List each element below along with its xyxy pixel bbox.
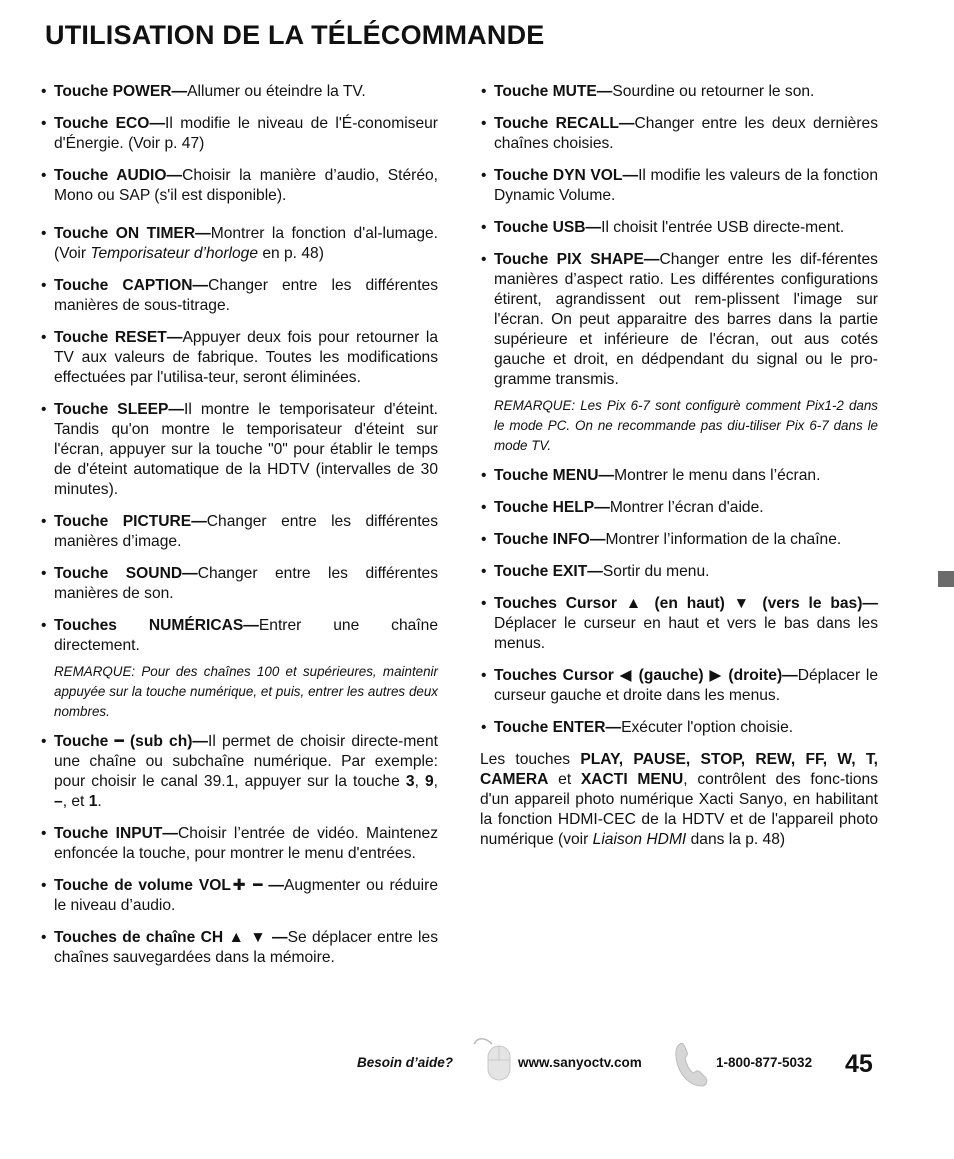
list-item: • Touche EXIT—Sortir du menu. <box>480 562 878 582</box>
list-item: • Touche SLEEP—Il montre le temporisateur d'éteint. Tandis qu'on montre le temporisateur d'éteint sur l'écran, appuyer sur la touche "0" pour établir le temps de d'éteint automatique de la HDTV (intervalles de 30 minutes). <box>40 400 438 500</box>
remark-note: REMARQUE: Pour des chaînes 100 et supérieures, maintenir appuyée sur la touche numérique, et puis, entrer les autres deux nombres. <box>54 664 438 719</box>
list-item: • Touche INPUT—Choisir l’entrée de vidéo. Maintenez enfoncée la touche, pour montrer le menu d'entrées. <box>40 824 438 864</box>
page-title: UTILISATION DE LA TÉLÉCOMMANDE <box>45 20 545 50</box>
list-item: • Touche ENTER—Exécuter l'option choisie. <box>480 718 878 738</box>
list-item: • Touche PICTURE—Changer entre les différentes manières d’image. <box>40 512 438 552</box>
help-text: Besoin d’aide? <box>357 1055 454 1070</box>
right-column <box>480 82 878 850</box>
mouse-icon <box>470 1036 514 1091</box>
list-item: • Touche RESET—Appuyer deux fois pour retourner la TV aux valeurs de fabrique. Toutes les modifications effectuées par l'utilisa-teur, seront éliminées. <box>40 328 438 388</box>
list-item: • Touche POWER—Allumer ou éteindre la TV. <box>40 82 438 102</box>
list-item: • Touche HELP—Montrer l’écran d'aide. <box>480 498 878 518</box>
phone-icon <box>672 1040 712 1095</box>
list-item: • Touche ECO—Il modifie le niveau de l'É-conomiseur d'Énergie. (Voir p. 47) <box>40 114 438 154</box>
list-item: • Touche ━ (sub ch)—Il permet de choisir directe-ment une chaîne ou subchaîne numérique. Par exemple: pour choisir le canal 39.1, appuyer sur la touche 3, 9, –, et 1. <box>40 732 438 812</box>
minus-icon: ━ <box>114 733 124 750</box>
list-item: • Touche INFO—Montrer l’information de la chaîne. <box>480 530 878 550</box>
list-item: • Touches NUMÉRICAS—Entrer une chaîne directement. <box>40 616 438 656</box>
list-item: • Touche MENU—Montrer le menu dans l’écran. <box>480 466 878 486</box>
list-item: • Touches Cursor ◀ (gauche) ▶ (droite)—Déplacer le curseur gauche et droite dans les menus. <box>480 666 878 706</box>
list-item: • Touche USB—Il choisit l'entrée USB directe-ment. <box>480 218 878 238</box>
closing-paragraph: Les touches PLAY, PAUSE, STOP, REW, FF, W, T, CAMERA et XACTI MENU, contrôlent des fonc-tions d'un appareil photo numérique Xacti Sanyo, en habilitant la fonction HDMI-CEC de la HDTV et de l'appareil photo numérique (voir Liaison HDMI dans la p. 48) <box>480 751 879 848</box>
list-item: • Touche RECALL—Changer entre les deux dernières chaînes choisies. <box>480 114 878 154</box>
list-item: • Touche ON TIMER—Montrer la fonction d'al-lumage. (Voir Temporisateur d’horloge en p. 48) <box>40 224 438 264</box>
list-item: • Touche SOUND—Changer entre les différentes manières de son. <box>40 564 438 604</box>
list-item: • Touche MUTE—Sourdine ou retourner le son. <box>480 82 878 102</box>
list-item: • Touche CAPTION—Changer entre les différentes manières de sous-titrage. <box>40 276 438 316</box>
plus-minus-icon: ✚ ━ <box>230 877 263 894</box>
list-item: • Touche AUDIO—Choisir la manière d’audio, Stéréo, Mono ou SAP (s'il est disponible). <box>40 166 438 206</box>
website-link[interactable]: www.sanyoctv.com <box>518 1055 642 1070</box>
list-item: • Touches de chaîne CH ▲ ▼ —Se déplacer entre les chaînes sauvegardées dans la mémoire. <box>40 928 438 968</box>
list-item: • Touche de volume VOL✚ ━ —Augmenter ou réduire le niveau d’audio. <box>40 876 438 916</box>
list-item: • Touches Cursor ▲ (en haut) ▼ (vers le bas)—Déplacer le curseur en haut et vers le bas dans les menus. <box>480 594 878 654</box>
section-tab-marker <box>938 571 954 587</box>
phone-number: 1-800-877-5032 <box>716 1055 813 1070</box>
left-column <box>40 82 438 980</box>
list-item: • Touche PIX SHAPE—Changer entre les dif-férentes manières d’aspect ratio. Les différentes configurations étirent, agrandissent out rem-plissent l'image sur l'écran. On peut apparaitre des barres dans la partie supérieure et inférieure de l'écran, out aus cotés gauche et droit, en dédpendant du signal ou le pro-gramme transmis. <box>480 250 878 390</box>
remark-note: REMARQUE: Les Pix 6-7 sont configurè comment Pix1-2 dans le mode PC. On ne recommande pas diu-tiliser Pix 6-7 dans le mode TV. <box>494 398 878 453</box>
list-item: • Touche DYN VOL—Il modifie les valeurs de la fonction Dynamic Volume. <box>480 166 878 206</box>
page-number: 45 <box>845 1050 873 1078</box>
